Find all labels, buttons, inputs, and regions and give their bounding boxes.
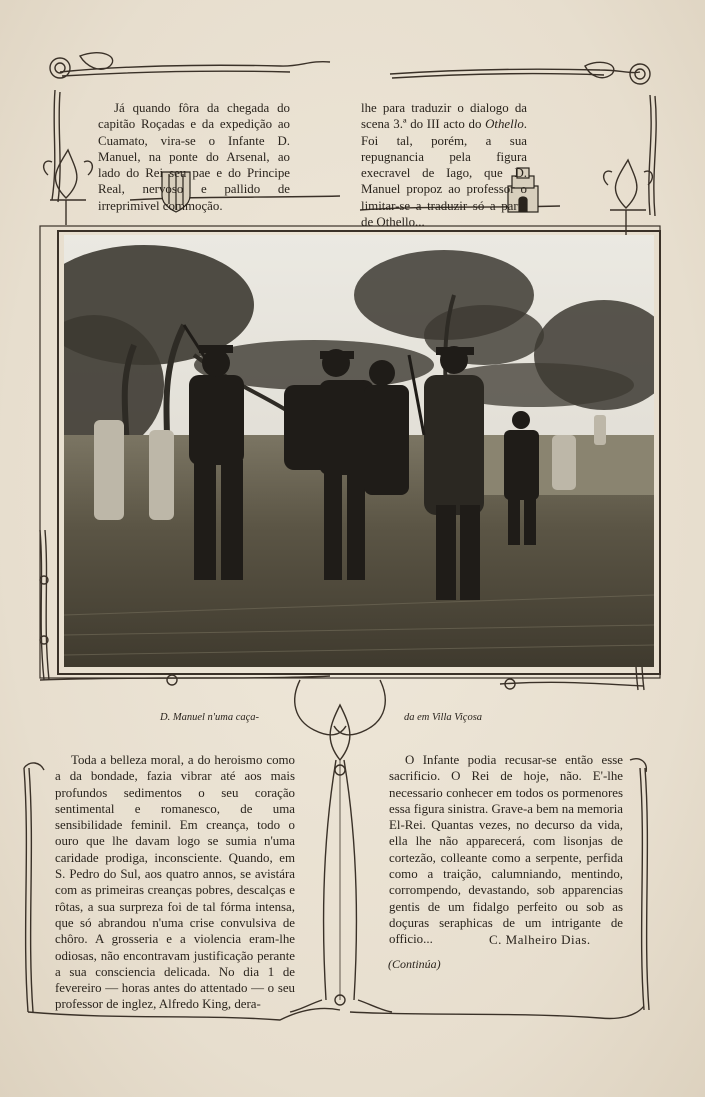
top-left-column: [98, 100, 338, 224]
castle-space: [527, 166, 597, 216]
bottom-left-column: [55, 752, 295, 1013]
bottom-right-column: [389, 752, 623, 948]
top-right-column: [361, 100, 597, 230]
othello-title: Othello: [485, 117, 524, 132]
top-right-text-2: . Foi tal, porém, a sua repugnancia pela figura execravel de Iago, que D. Manuel propoz ao professor o limitar-se a traduzir só a parte de Othello...: [361, 117, 527, 230]
bottom-right-paragraph: O Infante podia recusar-se então esse sacrificio. O Rei de hoje, não. E'-lhe necessario conhecer em todos os pormenores essa figura sinistra. Grave-a bem na memoria El-Rei. Quantas vezes, no decurso da vida, ella lhe não apparecerá, com lisonjas de cortezão, colleante como a serpente, perfida como a traição, calumniando, mentindo, corrompendo, devastando, sob apparencias gentis de um fidalgo perfeito ou sob as doçuras seraphicas de um intrigante de officio...: [389, 753, 623, 947]
top-right-text-1: lhe para traduzir o dialogo da scena 3.ª do III acto do: [361, 101, 527, 132]
shield-space: [290, 164, 338, 224]
bottom-left-paragraph: Toda a belleza moral, a do heroismo como a da bondade, fazia vibrar até aos mais profundos sedimentos o seu coração sentimental e romanesco, de uma sensibilidade feminil. Em creança, todo o ouro que lhe davam logo se sumia n'uma caridade prodiga, inconsciente. Quando, em S. Pedro do Sul, aos quatro annos, se avistára com as primeiras creanças pobres, descalças e rôtas, a sua surpreza foi de tal fórma intensa, que só abrandou n'uma crise convulsiva de chôro. A grosseria e a violencia eram-lhe odiosas, não encontravam justificação perante a sua consciencia delicada. No dia 1 de fevereiro — horas antes do attentado — o seu professor de inglez, Alfredo King, dera-: [55, 753, 295, 1012]
hunting-photograph: [64, 235, 654, 667]
top-left-paragraph: Já quando fôra da chegada do capitão Roçadas e da expedição ao Cuamato, vira-se o Infante D. Manuel, na ponte do Arsenal, ao lado do Rei seu pae e do Principe Real, nervoso e pallido de irreprimivel commoção.: [98, 101, 290, 213]
author-signature: C. Malheiro Dias.: [489, 932, 591, 947]
photo-caption-right: da em Villa Viçosa: [404, 712, 483, 723]
photo-caption-left: D. Manuel n'uma caça-: [160, 712, 260, 723]
continued-note: (Continúa): [388, 957, 441, 971]
